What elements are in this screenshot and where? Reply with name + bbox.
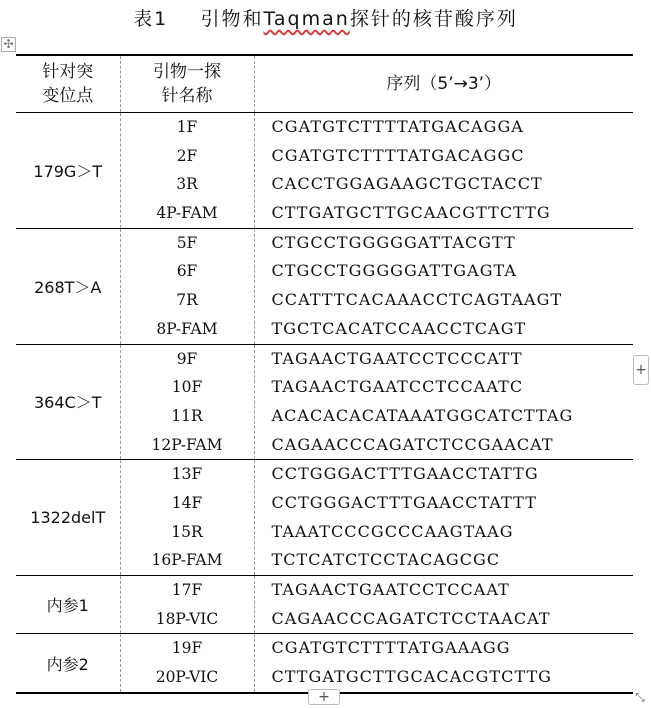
sequence-cell [254, 634, 633, 693]
mutation-site-cell [16, 113, 120, 229]
primer-name: 20P-VIC [155, 668, 219, 687]
mutation-site-cell [16, 576, 120, 634]
add-column-button[interactable]: + [633, 355, 649, 385]
primer-name-cell [120, 228, 254, 344]
primer-name: 13F [171, 465, 203, 484]
primer-name: 12P-FAM [151, 435, 223, 454]
header-sequence: 序列（5’→3’） [386, 74, 502, 94]
primer-name: 14F [171, 493, 203, 512]
primer-name: 1F [176, 118, 198, 136]
nucleotide-sequence: TGCTCACATCCAACCTCAGT [271, 318, 527, 338]
nucleotide-sequence: CTGCCTGGGGGATTGAGTA [271, 261, 517, 281]
mutation-site-label: 内参2 [46, 654, 89, 674]
primer-name: 5F [176, 233, 198, 252]
nucleotide-sequence: ACACACACATAAATGGCATCTTAG [271, 405, 574, 425]
primer-name: 19F [171, 639, 203, 658]
mutation-site-cell [16, 344, 120, 460]
header-primer-probe-name: 引物一探针名称 [120, 55, 254, 113]
caption-title-pre: 引物和 [200, 8, 264, 30]
primer-name: 7R [176, 291, 198, 310]
nucleotide-sequence: CAGAACCCAGATCTCCTAACAT [271, 608, 551, 628]
nucleotide-sequence: CTTGATGCTTGCAACGTTCTTG [271, 203, 551, 223]
primer-name-cell [120, 344, 254, 460]
nucleotide-sequence: CCTGGGACTTTGAACCTATTG [271, 464, 539, 484]
add-row-button[interactable]: + [308, 689, 340, 705]
caption-title-taqman: Taqman [263, 8, 350, 30]
nucleotide-sequence: TAGAACTGAATCCTCCAAT [271, 580, 510, 599]
sequence-cell [254, 344, 633, 460]
primer-name: 6F [176, 262, 198, 281]
nucleotide-sequence: TAGAACTGAATCCTCCCATT [271, 348, 523, 368]
nucleotide-sequence: CGATGTCTTTTATGACAGGA [271, 117, 524, 136]
table-row-group [16, 634, 633, 693]
sequence-cell [254, 113, 633, 229]
mutation-site-label: 1322delT [30, 508, 106, 528]
primer-name: 2F [176, 146, 198, 165]
primer-name: 8P-FAM [156, 319, 218, 338]
table-row-group [16, 344, 633, 460]
mutation-site-cell [16, 634, 120, 693]
primer-name: 10F [171, 378, 203, 397]
nucleotide-sequence: TCTCATCTCCTACAGCGC [271, 550, 501, 570]
table-resize-handle-icon[interactable]: ⤡ [635, 690, 645, 704]
mutation-site-cell [16, 460, 120, 576]
caption-title-post: 探针的核苷酸序列 [349, 8, 518, 30]
primer-name: 11R [171, 406, 203, 425]
nucleotide-sequence: CCTGGGACTTTGAACCTATTT [271, 492, 537, 512]
primer-name: 4P-FAM [156, 204, 218, 223]
mutation-site-label: 179G＞T [33, 161, 103, 181]
primer-name-cell [120, 460, 254, 576]
primer-name: 16P-FAM [151, 551, 223, 570]
primer-name: 3R [176, 175, 198, 194]
table-header-row [16, 55, 633, 113]
nucleotide-sequence: TAGAACTGAATCCTCCAATC [271, 377, 524, 397]
mutation-site-cell [16, 228, 120, 344]
primer-name: 17F [171, 581, 203, 599]
table-row-group [16, 113, 633, 229]
nucleotide-sequence: TAAATCCCGCCCAAGTAAG [271, 521, 514, 541]
primer-name-cell [120, 634, 254, 693]
mutation-site-label: 364C＞T [34, 393, 102, 413]
table-row-group [16, 576, 633, 634]
primer-name: 15R [171, 522, 203, 541]
sequence-cell [254, 576, 633, 634]
primer-name: 18P-VIC [155, 609, 219, 628]
nucleotide-sequence: CCATTTCACAAACCTCAGTAAGT [271, 290, 563, 310]
nucleotide-sequence: CGATGTCTTTTATGACAGGC [271, 145, 525, 165]
sequence-cell [254, 228, 633, 344]
nucleotide-sequence: CGATGTCTTTTATGAAAGG [271, 638, 511, 658]
nucleotide-sequence: CTGCCTGGGGGATTACGTT [271, 232, 516, 252]
table-row-group [16, 228, 633, 344]
primer-name-cell [120, 576, 254, 634]
primer-probe-table [16, 54, 633, 694]
table-move-handle-icon[interactable]: ✣ [1, 37, 16, 52]
nucleotide-sequence: CTTGATGCTTGCACACGTCTTG [271, 667, 553, 687]
nucleotide-sequence: CACCTGGAGAAGCTGCTACCT [271, 174, 543, 194]
table-caption [0, 4, 651, 31]
caption-label: 表1 [133, 8, 169, 30]
sequence-cell [254, 460, 633, 576]
mutation-site-label: 268T＞A [34, 277, 102, 297]
table-row-group [16, 460, 633, 576]
header-mutation-site: 针对突变位点 [16, 55, 120, 113]
primer-name: 9F [176, 349, 198, 368]
mutation-site-label: 内参1 [46, 596, 89, 616]
primer-name-cell [120, 113, 254, 229]
nucleotide-sequence: CAGAACCCAGATCTCCGAACAT [271, 434, 554, 454]
